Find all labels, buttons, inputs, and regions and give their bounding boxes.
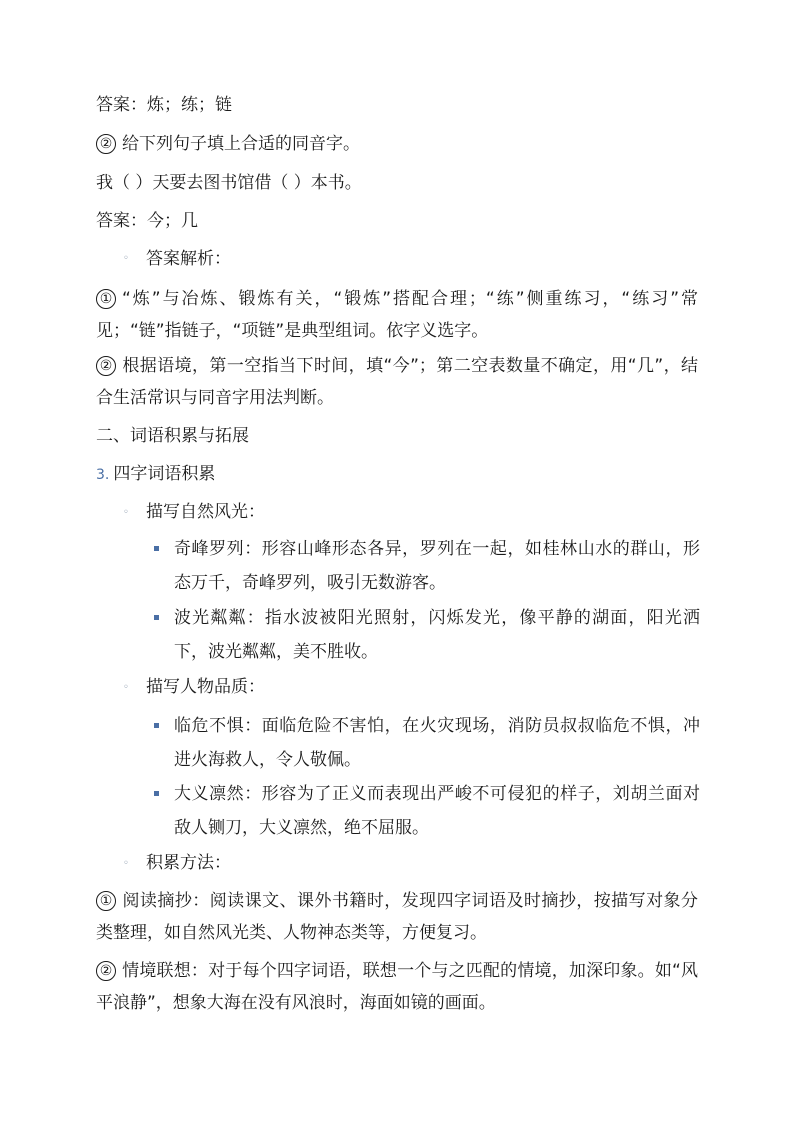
method-2-text: 情境联想：对于每个四字词语，联想一个与之匹配的情境，加深印象。如“风平浪静”，想象大海在没有风浪时，海面如镜的画面。 — [96, 961, 698, 1013]
list-item: 临危不惧：面临危险不害怕，在火灾现场，消防员叔叔临危不惧，冲进火海救人，令人敬佩。 — [174, 716, 700, 770]
circled-number-2: ② — [96, 134, 116, 154]
circled-number-1: ① — [96, 891, 116, 911]
analysis-1-text: “炼”与冶炼、锻炼有关，“锻炼”搭配合理；“练”侧重练习，“练习”常见；“链”指链子，“项链”是典型组词。依字义选字。 — [96, 289, 698, 341]
analysis-1 — [96, 283, 698, 347]
hollow-bullet-icon: ◦ — [123, 507, 129, 518]
list-item: 奇峰罗列：形容山峰形态各异，罗列在一起，如桂林山水的群山，形态万千，奇峰罗列，吸引无数游客。 — [174, 539, 700, 593]
square-bullet-icon — [154, 546, 159, 551]
question-2-sentence: 我（ ）天要去图书馆借（ ）本书。 — [96, 173, 362, 193]
method-1 — [96, 885, 698, 949]
item-number: 3. — [96, 467, 110, 483]
people-label: 描写人物品质： — [146, 677, 265, 697]
method-2 — [96, 955, 698, 1019]
analysis-2-text: 根据语境，第一空指当下时间，填“今”；第二空表数量不确定，用“几”，结合生活常识与同音字用法判断。 — [96, 356, 698, 408]
item-3-heading — [96, 459, 698, 490]
section-heading: 二、词语积累与拓展 — [96, 426, 249, 446]
question-2-text: 给下列句子填上合适的同音字。 — [122, 134, 360, 154]
analysis-2 — [96, 350, 698, 414]
answer-line-2: 答案：今；几 — [96, 211, 198, 231]
circled-number-2: ② — [96, 356, 116, 376]
method-1-text: 阅读摘抄：阅读课文、课外书籍时，发现四字词语及时摘抄，按描写对象分类整理，如自然风光类、人物神态类等，方便复习。 — [96, 891, 698, 943]
hollow-bullet-icon: ◦ — [123, 858, 129, 869]
square-bullet-icon — [154, 723, 159, 728]
question-2 — [96, 129, 698, 159]
hollow-bullet-icon: ◦ — [123, 682, 129, 693]
item-3-title: 四字词语积累 — [113, 464, 216, 484]
circled-number-1: ① — [96, 289, 116, 309]
circled-number-2: ② — [96, 961, 116, 981]
square-bullet-icon — [154, 791, 159, 796]
nature-label: 描写自然风光： — [146, 502, 265, 522]
list-item: 大义凛然：形容为了正义而表现出严峻不可侵犯的样子，刘胡兰面对敌人铡刀，大义凛然，绝不屈服。 — [174, 784, 700, 838]
list-item: 波光粼粼：指水波被阳光照射，闪烁发光，像平静的湖面，阳光洒下，波光粼粼，美不胜收。 — [174, 608, 700, 662]
answer-line-1: 答案：炼；练；链 — [96, 95, 232, 115]
method-label: 积累方法： — [146, 853, 231, 873]
analysis-label: 答案解析： — [146, 249, 231, 269]
square-bullet-icon — [154, 615, 159, 620]
hollow-bullet-icon: ◦ — [123, 253, 129, 264]
